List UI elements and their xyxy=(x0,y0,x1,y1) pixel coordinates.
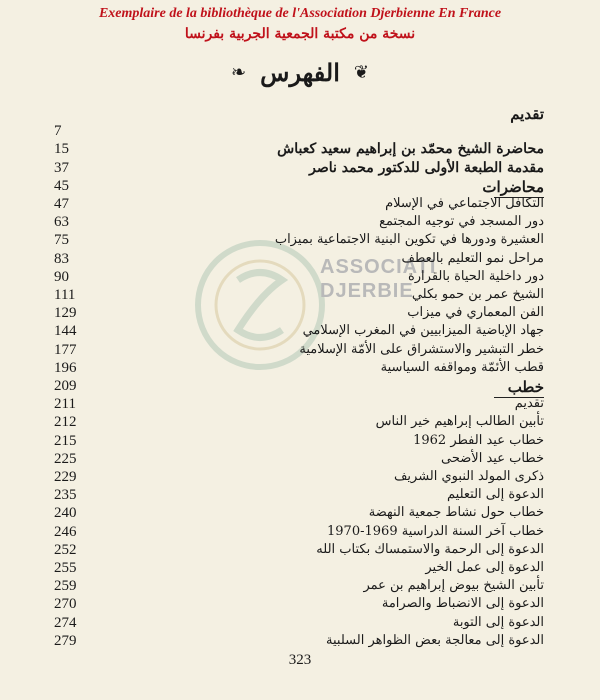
toc-entry-title: خطاب حول نشاط جمعية النهضة xyxy=(368,505,544,521)
toc-entry-title: تأبين الشيخ بيوض إبراهيم بن عمر xyxy=(363,578,544,594)
toc-entry xyxy=(0,323,600,343)
toc-entry-title: دور المسجد في توجيه المجتمع xyxy=(379,214,544,230)
toc-entry xyxy=(0,451,600,471)
toc-entry-page: 240 xyxy=(54,505,77,522)
toc-entry-page: 75 xyxy=(54,232,69,249)
toc-entry-title: الدعوة إلى التوبة xyxy=(452,614,544,630)
toc-entry-title: الدعوة إلى معالجة بعض الظواهر السلبية xyxy=(326,632,544,648)
library-banner-arabic: نسخة من مكتبة الجمعية الجربية بفرنسا xyxy=(184,26,416,42)
watermark-line-1: ASSOCIATI xyxy=(320,256,437,278)
toc-entry-title: خطر التبشير والاستشراق على الأمّة الإسلامية xyxy=(299,341,544,357)
toc-entry-title: قطب الأئمّة ومواقفه السياسية xyxy=(380,359,544,375)
toc-entry xyxy=(0,251,600,271)
toc-entry-page: 129 xyxy=(54,305,77,322)
toc-entry-title: مقدمة الطبعة الأولى للدكتور محمد ناصر xyxy=(309,159,544,176)
toc-entry xyxy=(0,105,600,125)
toc-entry-page: 270 xyxy=(54,596,77,613)
toc-entry-title: تقديم xyxy=(510,105,544,123)
toc-entry-page: 255 xyxy=(54,560,77,576)
toc-entry-title: جهاد الإباضية الميزابيين في المغرب الإسلامي xyxy=(302,323,544,339)
toc-entry xyxy=(0,360,600,380)
toc-entry xyxy=(0,287,600,307)
toc-entry-page: 63 xyxy=(54,214,69,231)
toc-entry-page: 246 xyxy=(54,523,77,540)
toc-entry-title: العشيرة ودورها في تكوين البنية الاجتماعية بميزاب xyxy=(274,232,544,248)
toc-entry-page: 235 xyxy=(54,487,77,504)
toc-entry-title: مراحل نمو التعليم بالعطف xyxy=(401,250,544,266)
toc-entry-page: 7 xyxy=(54,123,62,140)
flourish-icon: ❦ xyxy=(353,62,369,83)
toc-entry-title: خطاب آخر السنة الدراسية 1969-1970 xyxy=(327,523,544,539)
toc-entry xyxy=(0,214,600,234)
toc-entry-title: تقديم xyxy=(514,396,544,412)
toc-entry xyxy=(0,178,600,198)
toc-entry xyxy=(0,596,600,616)
toc-entry-title: التكافل الاجتماعي في الإسلام xyxy=(385,196,544,211)
page-title: الفهرس xyxy=(260,58,340,87)
toc-entry xyxy=(0,505,600,525)
library-banner-french: Exemplaire de la bibliothèque de l'Association Djerbienne En France xyxy=(98,6,502,21)
toc-entry-title: دور داخلية الحياة بالقرارة xyxy=(407,268,544,284)
toc-entry-title: خطب xyxy=(507,378,544,396)
toc-entry xyxy=(0,196,600,216)
toc-entry-page: 111 xyxy=(54,287,76,303)
toc-entry xyxy=(0,414,600,434)
toc-entry-page: 37 xyxy=(54,159,69,176)
toc-entry-title: الدعوة إلى عمل الخير xyxy=(425,560,544,575)
toc-entry xyxy=(0,578,600,598)
toc-entry-page: 144 xyxy=(54,323,77,340)
toc-entry-page: 211 xyxy=(54,396,76,413)
toc-entry-title: ذكرى المولد النبوي الشريف xyxy=(393,469,544,484)
toc-entry-page: 229 xyxy=(54,469,77,485)
toc-entry-title: الشيخ عمر بن حمو بكلي xyxy=(411,287,544,302)
toc-entry xyxy=(0,560,600,580)
toc-entry-page: 225 xyxy=(54,450,77,467)
toc-entry xyxy=(0,487,600,507)
toc-entry xyxy=(0,469,600,489)
toc-entry xyxy=(0,123,600,143)
toc-entry-page: 252 xyxy=(54,541,77,558)
toc-entry-page: 212 xyxy=(54,414,77,431)
toc-entry xyxy=(0,524,600,544)
toc-entry-page: 83 xyxy=(54,250,69,267)
toc-entry-title: محاضرة الشيخ محمّد بن إبراهيم سعيد كعباش xyxy=(277,141,544,158)
toc-entry-page: 47 xyxy=(54,196,69,212)
toc-entry-title: خطاب عيد الأضحى xyxy=(441,450,544,466)
toc-entry xyxy=(0,342,600,362)
flourish-icon: ❧ xyxy=(231,62,247,83)
toc-entry-page: 196 xyxy=(54,359,77,376)
toc-entry-page: 90 xyxy=(54,268,69,285)
toc-entry-title: تأبين الطالب إبراهيم خير الناس xyxy=(375,414,544,430)
toc-entry-page: 274 xyxy=(54,614,77,631)
toc-entry-page: 209 xyxy=(54,378,77,394)
toc-entry xyxy=(0,232,600,252)
toc-entry-page: 177 xyxy=(54,341,77,358)
toc-entry xyxy=(0,378,600,398)
toc-entry xyxy=(0,141,600,161)
toc-entry xyxy=(0,615,600,635)
toc-entry-title: الدعوة إلى الانضباط والصرامة xyxy=(381,596,544,612)
toc-entry xyxy=(0,160,600,180)
toc-entry-page: 259 xyxy=(54,578,77,595)
toc-entry xyxy=(0,305,600,325)
toc-entry-title: الفن المعماري في ميزاب xyxy=(407,305,544,321)
toc-entry-page: 279 xyxy=(54,632,77,649)
toc-entry-page: 215 xyxy=(54,432,77,449)
toc-entry xyxy=(0,269,600,289)
toc-entry-page: 45 xyxy=(54,177,69,194)
toc-entry-title: محاضرات xyxy=(482,177,544,196)
toc-entry xyxy=(0,433,600,453)
toc-entry-title: خطاب عيد الفطر 1962 xyxy=(413,432,544,448)
page-number: 323 xyxy=(288,652,312,668)
toc-entry-title: الدعوة إلى التعليم xyxy=(447,487,544,503)
toc-entry xyxy=(0,542,600,562)
toc-entry xyxy=(0,633,600,653)
watermark-line-2: DJERBIE xyxy=(320,280,414,302)
toc-entry-page: 15 xyxy=(54,141,69,158)
toc-entry-title: الدعوة إلى الرحمة والاستمساك بكتاب الله xyxy=(316,541,544,557)
